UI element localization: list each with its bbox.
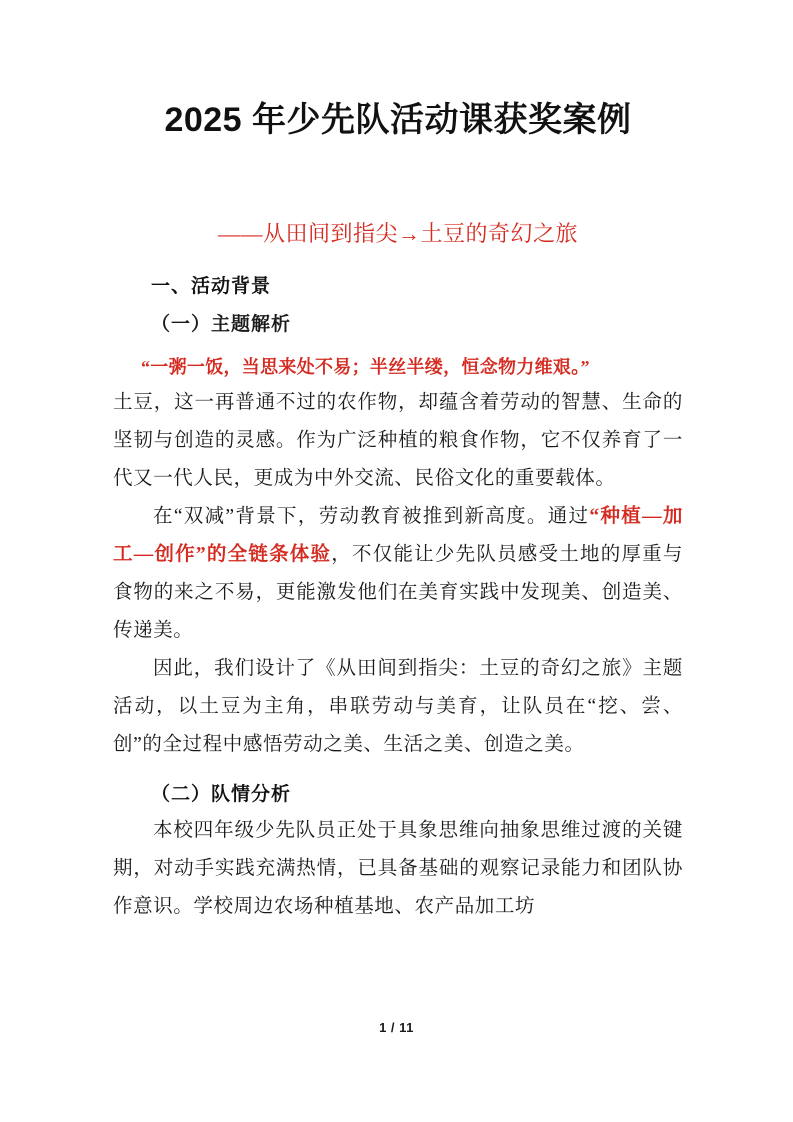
document-content xyxy=(113,0,683,926)
page-title: 2025 年少先队活动课获奖案例 xyxy=(164,101,632,139)
paragraph-2-emphasis: “种植—加工—创作”的全链条体验 xyxy=(113,506,684,565)
paragraph-2-lead-text: 在“双减”背景下，劳动教育被推到新高度。通过 xyxy=(153,506,590,527)
section-heading-activity-background: 一、活动背景 xyxy=(151,276,272,297)
subsection-heading-team-analysis: （二）队情分析 xyxy=(151,784,292,805)
document-subtitle: ——从田间到指尖→土豆的奇幻之旅 xyxy=(217,221,578,246)
body-paragraph-1: 土豆，这一再普通不过的农作物，却蕴含着劳动的智慧、生命的坚韧与创造的灵感。作为广泛种植的粮食作物，它不仅养育了一代又一代人民，更成为中外交流、民俗文化的重要载体。 xyxy=(113,392,683,489)
subsection-heading-theme-analysis: （一）主题解析 xyxy=(151,314,292,335)
body-paragraph-3: 因此，我们设计了《从田间到指尖：土豆的奇幻之旅》主题活动，以土豆为主角，串联劳动与美育，让队员在“挖、尝、创”的全过程中感悟劳动之美、生活之美、创造之美。 xyxy=(113,658,683,755)
highlighted-quote: “一粥一饭，当思来处不易；半丝半缕，恒念物力维艰。” xyxy=(141,357,590,377)
page-number-footer: 1 / 11 xyxy=(379,1020,414,1035)
body-paragraph-2 xyxy=(113,498,683,650)
paragraph-2-trail-text: ，不仅能让少先队员感受土地的厚重与食物的来之不易，更能激发他们在美育实践中发现美、创造美、传递美。 xyxy=(113,544,684,641)
body-paragraph-4: 本校四年级少先队员正处于具象思维向抽象思维过渡的关键期，对动手实践充满热情，已具备基础的观察记录能力和团队协作意识。学校周边农场种植基地、农产品加工坊 xyxy=(113,820,683,917)
